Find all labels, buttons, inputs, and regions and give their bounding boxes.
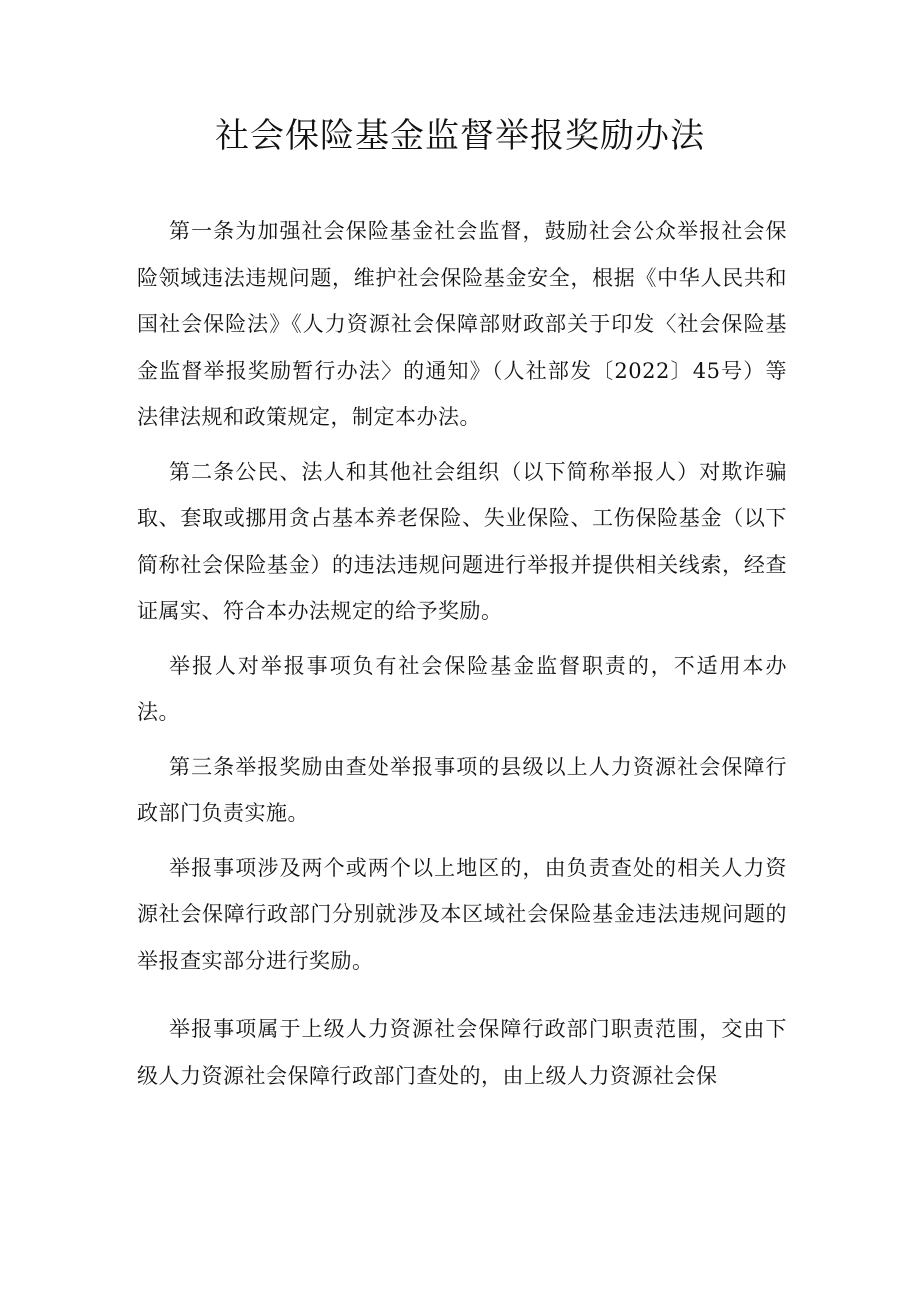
- paragraph-article-1: 第一条为加强社会保险基金社会监督，鼓励社会公众举报社会保险领域违法违规问题，维护社会保险基金安全，根据《中华人民共和国社会保险法》《人力资源社会保障部财政部关于印发〈社会保险基金监督举报奖励暂行办法〉的通知》（人社部发〔2022〕45号）等法律法规和政策规定，制定本办法。: [137, 219, 787, 429]
- document-title: 社会保险基金监督举报奖励办法: [215, 116, 705, 156]
- document-body: [137, 208, 787, 1107]
- paragraph-article-3-multi-region: 举报事项涉及两个或两个以上地区的，由负责查处的相关人力资源社会保障行政部门分别就涉及本区域社会保险基金违法违规问题的举报查实部分进行奖励。: [137, 855, 787, 973]
- paragraph-article-3: 第三条举报奖励由查处举报事项的县级以上人力资源社会保障行政部门负责实施。: [137, 754, 787, 825]
- paragraph-article-2-note: 举报人对举报事项负有社会保险基金监督职责的，不适用本办法。: [137, 653, 787, 724]
- paragraph-article-3-higher-level: 举报事项属于上级人力资源社会保障行政部门职责范围，交由下级人力资源社会保障行政部门查处的，由上级人力资源社会保: [137, 1017, 787, 1088]
- paragraph-article-2: 第二条公民、法人和其他社会组织（以下简称举报人）对欺诈骗取、套取或挪用贪占基本养老保险、失业保险、工伤保险基金（以下简称社会保险基金）的违法违规问题进行举报并提供相关线索，经查证属实、符合本办法规定的给予奖励。: [137, 459, 787, 623]
